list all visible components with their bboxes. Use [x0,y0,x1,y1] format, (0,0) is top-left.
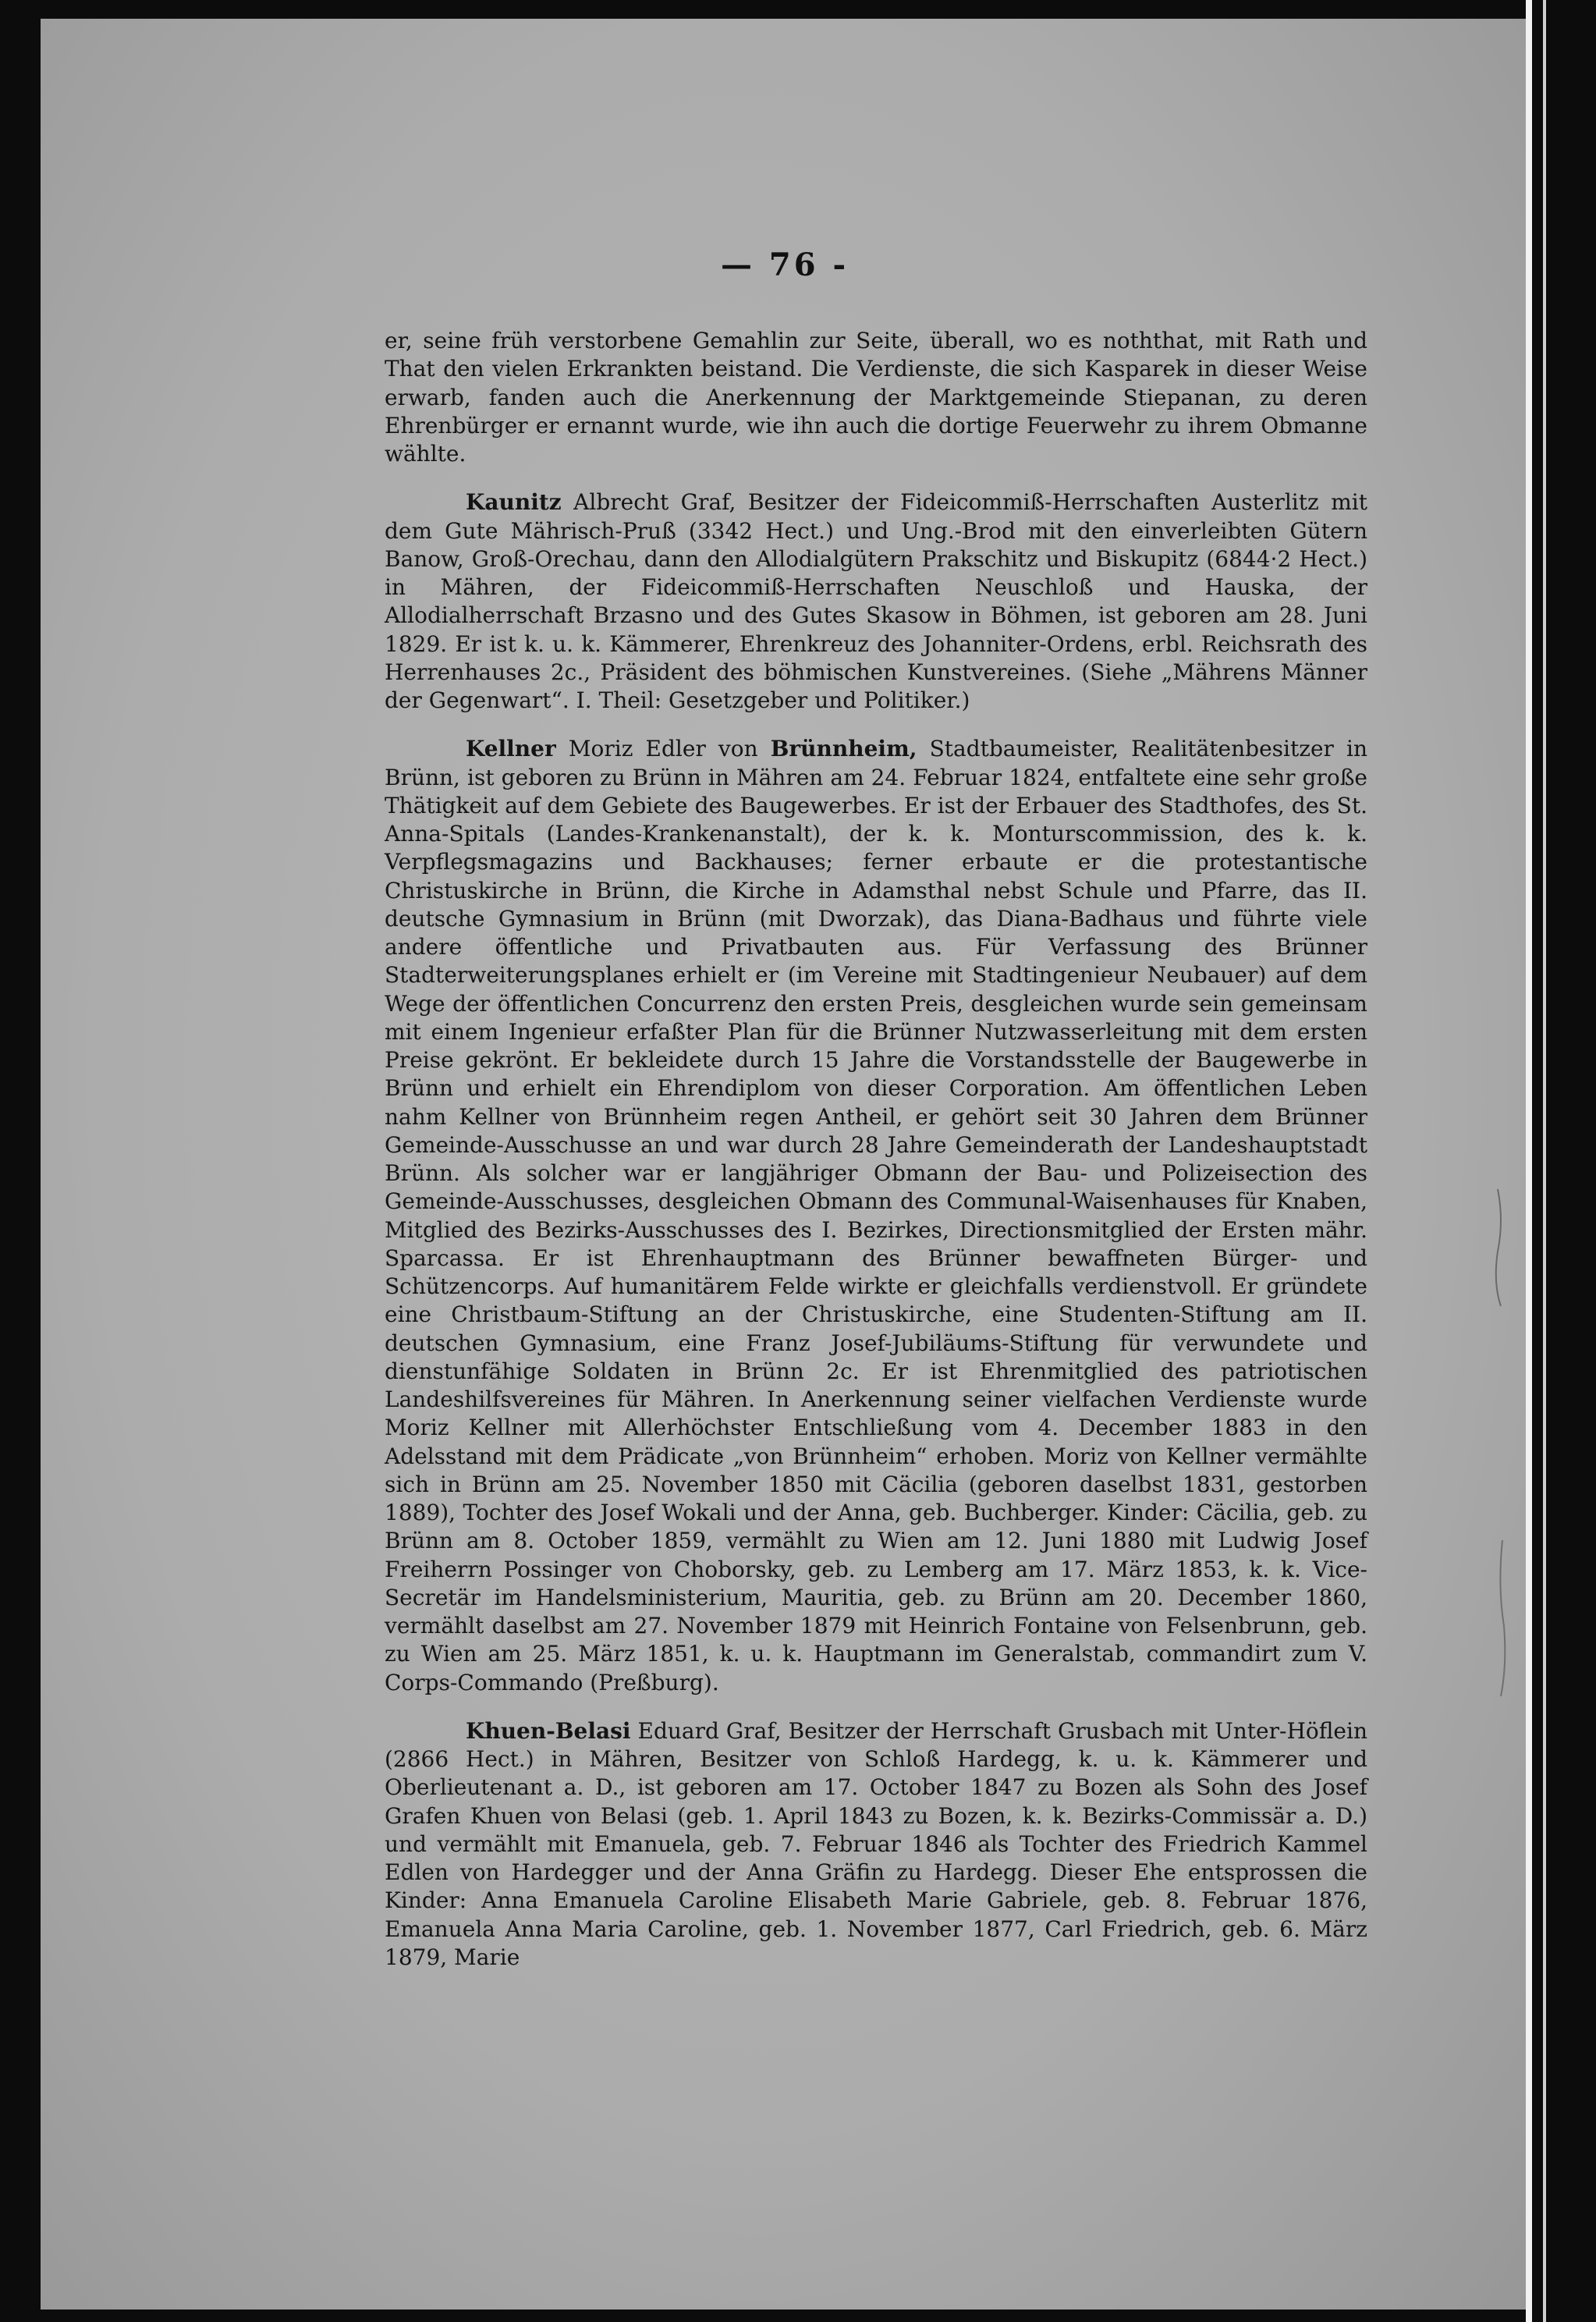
entry-text: Moriz Edler von [568,736,758,762]
entry-text: Albrecht Graf, Besitzer der Fideicommiß-Herrschaften Austerlitz mit dem Gute Mährisch-Pruß (3342 Hect.) und Ung.-Brod mit den einverleibten Gütern Banow, Groß-Orechau, dann den Allodialgütern Prakschitz und Biskupitz (6844·2 Hect.) in Mähren, der Fideicommiß-Herrschaften Neuschloß und Hauska, der Allodialherrschaft Brzasno und des Gutes Skasow in Böhmen, ist geboren am 28. Juni 1829. Er ist k. u. k. Kämmerer, Ehrenkreuz des Johanniter-Ordens, erbl. Reichsrath des Herrenhauses 2c., Präsident des böhmischen Kunstvereines. (Siehe „Mährens Männer der Gegenwart“. I. Theil: Gesetzgeber und Politiker.) [385,489,1367,713]
paragraph-intro: er, seine früh verstorbene Gemahlin zur Seite, überall, wo es noththat, mit Rath und That den vielen Erkrankten beistand. Die Verdienste, die sich Kasparek in dieser Weise erwarb, fanden auch die Anerkennung der Marktgemeinde Stiepanan, zu deren Ehrenbürger er ernannt wurde, wie ihn auch die dortige Feuerwehr zu ihrem Obmanne wählte. [385,328,1367,467]
scanned-page [41,19,1529,2310]
entry-name: Kaunitz [466,489,562,516]
page-edge-line [1543,0,1546,2322]
entry-text: Eduard Graf, Besitzer der Herrschaft Grusbach mit Unter-Höflein (2866 Hect.) in Mähren, Besitzer von Schloß Hardegg, k. u. k. Kämmerer und Oberlieutenant a. D., ist geboren am 17. October 1847 zu Bozen als Sohn des Josef Grafen Khuen von Belasi (geb. 1. April 1843 zu Bozen, k. k. Bezirks-Commissär a. D.) und vermählt mit Emanuela, geb. 7. Februar 1846 als Tochter des Friedrich Kammel Edlen von Hardegger und der Anna Gräfin zu Hardegg. Dieser Ehe entsprossen die Kinder: Anna Emanuela Caroline Elisabeth Marie Gabriele, geb. 8. Februar 1876, Emanuela Anna Maria Caroline, geb. 1. November 1877, Carl Friedrich, geb. 6. März 1879, Marie [385,1717,1367,1970]
entry-name: Kellner [466,736,556,762]
page-number: — 76 - [720,247,849,283]
entry-name: Brünnheim, [770,736,917,762]
margin-marks [41,19,1529,2310]
page-edge-highlight [1526,0,1532,2322]
entry-name: Khuen-Belasi [466,1717,631,1744]
entry-text: Stadtbaumeister, Realitätenbesitzer in Brünn, ist geboren zu Brünn in Mähren am 24. Februar 1824, entfaltete eine sehr große Thätigkeit auf dem Gebiete des Baugewerbes. Er ist der Erbauer des Stadthofes, des St. Anna-Spitals (Landes-Krankenanstalt), der k. k. Monturscommission, des k. k. Verpflegsmagazins und Backhauses; ferner erbaute er die protestantische Christuskirche in Brünn, die Kirche in Adamsthal nebst Schule und Pfarre, das II. deutsche Gymnasium in Brünn (mit Dworzak), das Diana-Badhaus und führte viele andere öffentliche und Privatbauten aus. Für Verfassung des Brünner Stadterweiterungsplanes erhielt er (im Vereine mit Stadtingenieur Neubauer) auf dem Wege der öffentlichen Concurrenz den ersten Preis, desgleichen wurde sein gemeinsam mit einem Ingenieur erfaßter Plan für die Brünner Nutzwasserleitung mit dem ersten Preise gekrönt. Er bekleidete durch 15 Jahre die Vorstandsstelle der Baugewerbe in Brünn und erhielt ein Ehrendiplom von dieser Corporation. Am öffentlichen Leben nahm Kellner von Brünnheim regen Antheil, er gehört seit 30 Jahren dem Brünner Gemeinde-Ausschusse an und war durch 28 Jahre Gemeinderath der Landeshauptstadt Brünn. Als solcher war er langjähriger Obmann der Bau- und Polizeisection des Gemeinde-Ausschusses, desgleichen Obmann des Communal-Waisenhauses für Knaben, Mitglied des Bezirks-Ausschusses des I. Bezirkes, Directionsmitglied der Ersten mähr. Sparcassa. Er ist Ehrenhauptmann des Brünner bewaffneten Bürger- und Schützencorps. Auf humanitärem Felde wirkte er gleichfalls verdienstvoll. Er gründete eine Christbaum-Stiftung an der Christuskirche, eine Studenten-Stiftung am II. deutschen Gymnasium, eine Franz Josef-Jubiläums-Stiftung für verwundete und dienstunfähige Soldaten in Brünn 2c. Er ist Ehrenmitglied des patriotischen Landeshilfsvereines für Mähren. In Anerkennung seiner vielfachen Verdienste wurde Moriz Kellner mit Allerhöchster Entschließung vom 4. December 1883 in den Adelsstand mit dem Prädicate „von Brünnheim“ erhoben. Moriz von Kellner vermählte sich in Brünn am 25. November 1850 mit Cäcilia (geboren daselbst 1831, gestorben 1889), Tochter des Josef Wokali und der Anna, geb. Buchberger. Kinder: Cäcilia, geb. zu Brünn am 8. October 1859, vermählt zu Wien am 12. Juni 1880 mit Ludwig Josef Freiherrn Possinger von Choborsky, geb. zu Lemberg am 17. März 1853, k. k. Vice-Secretär im Handelsministerium, Mauritia, geb. zu Brünn am 20. December 1860, vermählt daselbst am 27. November 1879 mit Heinrich Fontaine von Felsenbrunn, geb. zu Wien am 25. März 1851, k. u. k. Hauptmann im Generalstab, commandirt zum V. Corps-Commando (Preßburg). [385,736,1368,1695]
